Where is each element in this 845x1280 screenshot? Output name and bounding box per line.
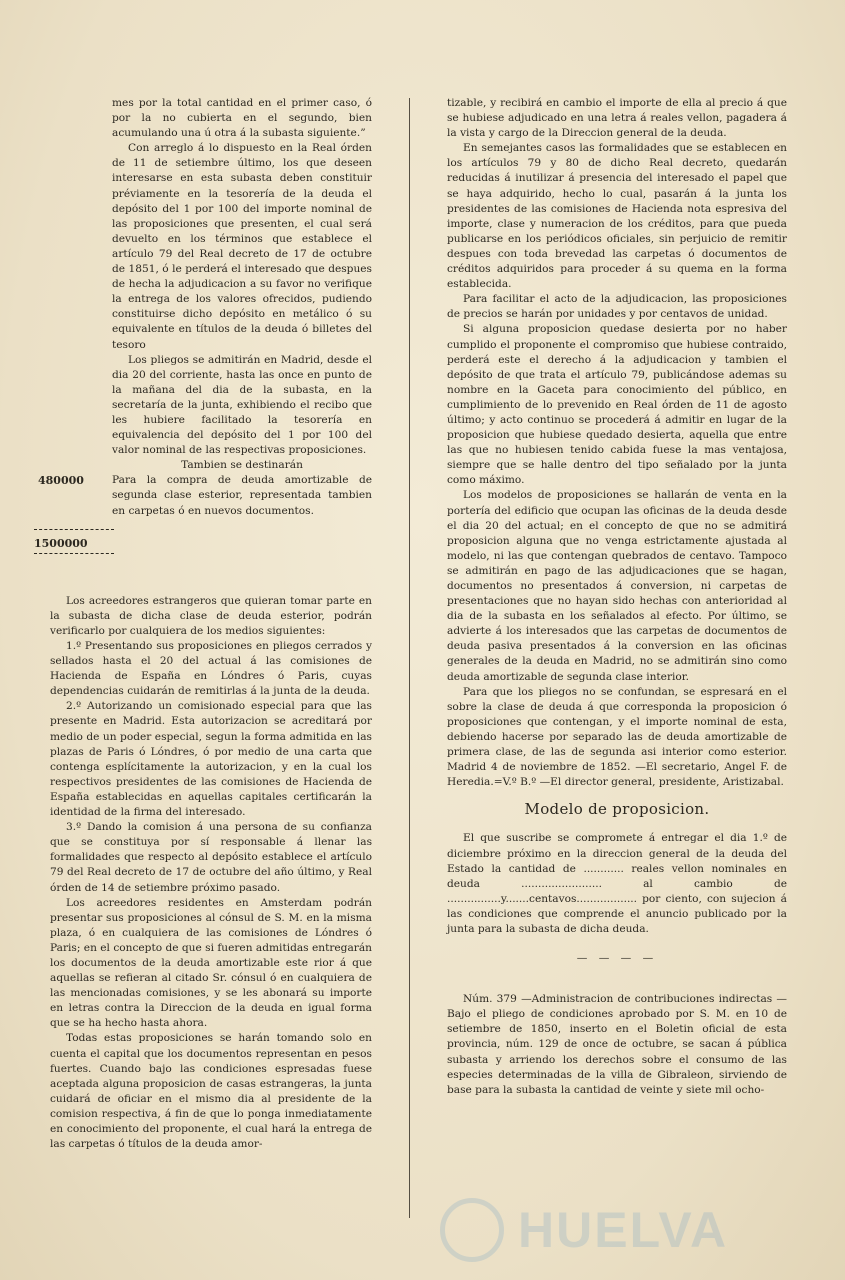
paragraph: Tambien se destinarán	[181, 459, 303, 472]
paragraph: Núm. 379 —Administracion de contribuciones indirectas —Bajo el pliego de condiciones aprobado por S. M. en 10 de setiembre de 1850, inserto en el Boletin oficial de esta provincia, núm. 129 de once de octubre, se sacan á pública subasta y arriendo los derechos sobre el consumo de las especies determinadas de la villa de Gibraleon, sirviendo de base para la subasta la cantidad de veinte y siete mil ocho-	[447, 993, 787, 1096]
paragraph: Con arreglo á lo dispuesto en la Real órden de 11 de setiembre último, los que deseen interesarse en esta subasta deben constituir préviamente en la tesorería de la deuda el depósito del 1 por 100 del importe nominal de las proposiciones que presenten, el cual será devuelto en los términos que establece el artículo 79 del Real decreto de 17 de octubre de 1851, ó le perderá el interesado que despues de hecha la adjudicacion a su favor no verifique la entrega de los valores ofrecidos, pudiendo constituirse dicho depósito en metálico ó su equivalente en títulos de la deuda ó billetes del tesoro	[112, 142, 372, 351]
watermark-logo-icon	[440, 1198, 504, 1262]
left-column	[34, 96, 372, 1152]
paragraph: Los pliegos se admitirán en Madrid, desde el dia 20 del corriente, hasta las once en punto de la mañana del dia de la subasta, en la secretaría de la junta, exhibiendo el recibo que les hubiere facilitado la tesorería en equivalencia del depósito del 1 por 100 del valor nominal de las respectivas proposiciones.	[112, 353, 372, 457]
paragraph: Para que los pliegos no se confundan, se espresará en el sobre la clase de deuda á que corresponda la proposicion ó proposiciones que contengan, y el importe nominal de esta, debiendo hacerse por separado las de deuda amortizable de primera clase, de las de segunda asi interior como esterior. Madrid 4 de noviembre de 1852. —El secretario, Angel F. de Heredia.=V.º B.º —El director general, presidente, Aristizabal.	[447, 685, 787, 789]
paragraph: 1.º Presentando sus proposiciones en pliegos cerrados y sellados hasta el 20 del actual á las comisiones de Hacienda de España en Lóndres ó Paris, cuyas dependencias cuidarán de remitirlas á la junta de la deuda.	[50, 640, 372, 698]
right-column	[447, 96, 787, 1098]
paragraph: 2.º Autorizando un comisionado especial para que las presente en Madrid. Esta autorizacion se acreditará por medio de un poder especial, segun la forma admitida en las plazas de Paris ó Lóndres, ó por medio de una carta que contenga esplícitamente la autorizacion, y en la cual los respectivos presidentes de las comisiones de Hacienda de España establecidas en aquellas capitales certificarán la identidad de la firma del interesado.	[50, 700, 372, 819]
paragraph: Los modelos de proposiciones se hallarán de venta en la portería del edificio que ocupan las oficinas de la deuda desde el dia 20 del actual; en el concepto de que no se admitirá proposicion alguna que no venga estrictamente ajustada al modelo, ni las que contengan quebrados de centavo. Tampoco se admitirán en pago de las adjudicaciones que se hagan, documentos no presentados á conversion, ni carpetas de presentaciones que no hayan sido hechas con anterioridad al dia de la subasta en los señalados al efecto. Por último, se advierte á los interesados que las carpetas de documentos de deuda pasiva presentados á la conversion en las oficinas generales de la deuda en Madrid, no se admitirán sino como deuda amortizable de segunda clase interior.	[447, 489, 787, 683]
paragraph: Los acreedores estrangeros que quieran tomar parte en la subasta de dicha clase de deuda esterior, podrán verificarlo por cualquiera de los medios siguientes:	[50, 594, 372, 637]
paragraph: Todas estas proposiciones se harán tomando solo en cuenta el capital que los documentos representan en pesos fuertes. Cuando bajo las condiciones espresadas fuese aceptada alguna proposicion de casas estrangeras, la junta cuidará de oficiar en el mismo dia al presidente de la comision respectiva, á fin de que lo ponga inmediatamente en conocimiento del proponente, el cual hará la entrega de las carpetas ó títulos de la deuda amor-	[50, 1032, 372, 1151]
paragraph: Los acreedores residentes en Amsterdam podrán presentar sus proposiciones al cónsul de S. M. en la misma plaza, ó en cualquiera de las comisiones de Lóndres ó Paris; en el concepto de que si fueren admitidas entregarán los documentos de la deuda amortizable este rior á que aquellas se refieran al citado Sr. cónsul ó en cualquiera de las mencionadas comisiones, y se les abonará su importe en letras contra la Direccion de la deuda en igual forma que se ha hecho hasta ahora.	[50, 896, 372, 1030]
amount-row	[38, 473, 372, 518]
library-watermark	[440, 1190, 800, 1270]
paragraph: Si alguna proposicion quedase desierta por no haber cumplido el proponente el compromiso que hubiese contraido, perderá este el derecho á la adjudicacion y tambien el depósito de que trata el artículo 79, publicándose ademas su nombre en la Gaceta para conocimiento del público, en cumplimiento de lo prevenido en Real órden de 11 de agosto último; y acto continuo se procederá á admitir en lugar de la proposicion que hubiese quedado desierta, aquella que entre las que no hubiesen tenido cabida fuese la mas ventajosa, siempre que se halle dentro del tipo señalado por la junta como máximo.	[447, 323, 787, 487]
left-continuation-block	[50, 96, 372, 473]
total-value: 1500000	[34, 536, 88, 550]
ornament-divider: — — — —	[576, 952, 658, 965]
section-heading: Modelo de proposicion.	[524, 800, 710, 819]
divider	[34, 529, 114, 534]
paragraph: Para facilitar el acto de la adjudicacion, las proposiciones de precios se harán por unidades y por centavos de unidad.	[447, 293, 787, 321]
paragraph: En semejantes casos las formalidades que se establecen en los artículos 79 y 80 de dicho Real decreto, quedarán reducidas á inutilizar á presencia del interesado el papel que se haya adquirido, hecho lo cual, pasarán á la junta los presidentes de las comisiones de Hacienda nota espresiva del importe, clase y numeracion de los créditos, para que pueda publicarse en los periódicos oficiales, sin perjuicio de remitir despues con toda brevedad las carpetas ó documentos de créditos adquiridos para proceder á su quema en la forma establecida.	[447, 142, 787, 291]
paragraph: Para la compra de deuda amortizable de segunda clase esterior, representada tambien en carpetas ó en nuevos documentos.	[112, 474, 372, 517]
paragraph: mes por la total cantidad en el primer caso, ó por la no cubierta en el segundo, bien acumulando una ú otra á la subasta siguiente.”	[112, 97, 372, 140]
amount-value: 480000	[38, 474, 84, 488]
paragraph: tizable, y recibirá en cambio el importe de ella al precio á que se hubiese adjudicado en una letra á reales vellon, pagadera á la vista y cargo de la Direccion general de la deuda.	[447, 97, 787, 140]
column-divider	[409, 98, 410, 1218]
watermark-text: HUELVA	[518, 1202, 729, 1258]
paragraph: 3.º Dando la comision á una persona de su confianza que se constituya por sí responsable á llenar las formalidades que respecto al depósito establece el artículo 79 del Real decreto de 17 de octubre del año último, y Real órden de 14 de setiembre próximo pasado.	[50, 821, 372, 894]
paragraph: El que suscribe se compromete á entregar el dia 1.º de diciembre próximo en la direccion general de la deuda del Estado la cantidad de ............ reales vellon nominales en deuda ........................ al cambio de ................y.......centavos.................. por ciento, con sujecion á las condiciones que comprende el anuncio publicado por la junta para la subasta de dicha deuda.	[447, 832, 787, 935]
